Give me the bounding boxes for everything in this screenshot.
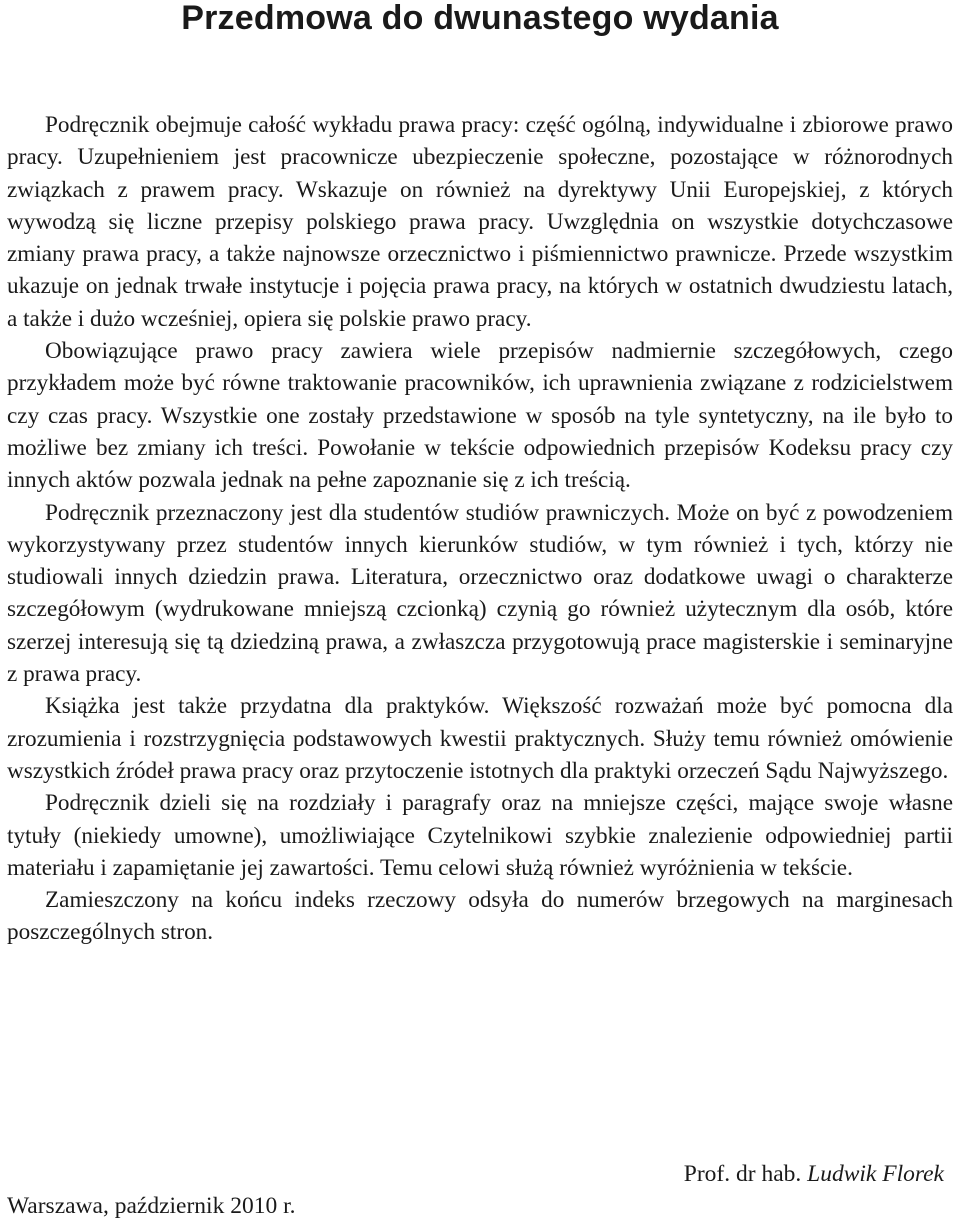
paragraph-1: Podręcznik obejmuje całość wykładu prawa pracy: część ogólną, indywidualne i zbiorowe prawo pracy. Uzupełnieniem jest pracownicze ubezpieczenie społeczne, pozostające w różnorodnych związkach z prawem pracy. Wskazuje on również na dyrektywy Unii Europejskiej, z których wywodzą się liczne przepisy polskiego prawa pracy. Uwzględnia on wszystkie dotychczasowe zmiany prawa pracy, a także najnowsze orzecznictwo i piśmiennictwo prawnicze. Przede wszystkim ukazuje on jednak trwałe instytucje i pojęcia prawa pracy, na których w ostatnich dwudziestu latach, a także i dużo wcześniej, opiera się polskie prawo pracy. <box>7 112 953 332</box>
paragraph-5: Podręcznik dzieli się na rozdziały i paragrafy oraz na mniejsze części, mające swoje własne tytuły (niekiedy umowne), umożliwiające Czytelnikowi szybkie znalezienie odpowiedniej partii materiału i zapamiętanie jej zawartości. Temu celowi służą również wyróżnienia w tekście. <box>7 790 953 881</box>
preface-body <box>7 109 953 949</box>
author-signature <box>684 1158 944 1190</box>
paragraph-2: Obowiązujące prawo pracy zawiera wiele przepisów nadmiernie szczegółowych, czego przykładem może być równe traktowanie pracowników, ich uprawnienia związane z rodzicielstwem czy czas pracy. Wszystkie one zostały przedstawione w sposób na tyle syntetyczny, na ile było to możliwe bez zmiany ich treści. Powołanie w tekście odpowiednich przepisów Kodeksu pracy czy innych aktów pozwala jednak na pełne zapoznanie się z ich treścią. <box>7 338 953 494</box>
paragraph-4: Książka jest także przydatna dla praktyków. Większość rozważań może być pomocna dla zrozumienia i rozstrzygnięcia podstawowych kwestii praktycznych. Służy temu również omówienie wszystkich źródeł prawa pracy oraz przytoczenie istotnych dla praktyki orzeczeń Sądu Najwyższego. <box>7 693 953 784</box>
author-title: Prof. dr hab. <box>683 1161 802 1187</box>
place-and-date: Warszawa, październik 2010 r. <box>7 1193 296 1219</box>
paragraph-6: Zamieszczony na końcu indeks rzeczowy odsyła do numerów brzegowych na marginesach poszczególnych stron. <box>7 887 953 946</box>
paragraph-3: Podręcznik przeznaczony jest dla studentów studiów prawniczych. Może on być z powodzeniem wykorzystywany przez studentów innych kierunków studiów, w tym również i tych, którzy nie studiowali innych dziedzin prawa. Literatura, orzecznictwo oraz dodatkowe uwagi o charakterze szczegółowym (wydrukowane mniejszą czcionką) czynią go również użytecznym dla osób, które szerzej interesują się tą dziedziną prawa, a zwłaszcza przygotowują prace magisterskie i seminaryjne z prawa pracy. <box>7 499 953 688</box>
author-name: Ludwik Florek <box>807 1161 944 1187</box>
page-title: Przedmowa do dwunastego wydania <box>181 0 779 37</box>
